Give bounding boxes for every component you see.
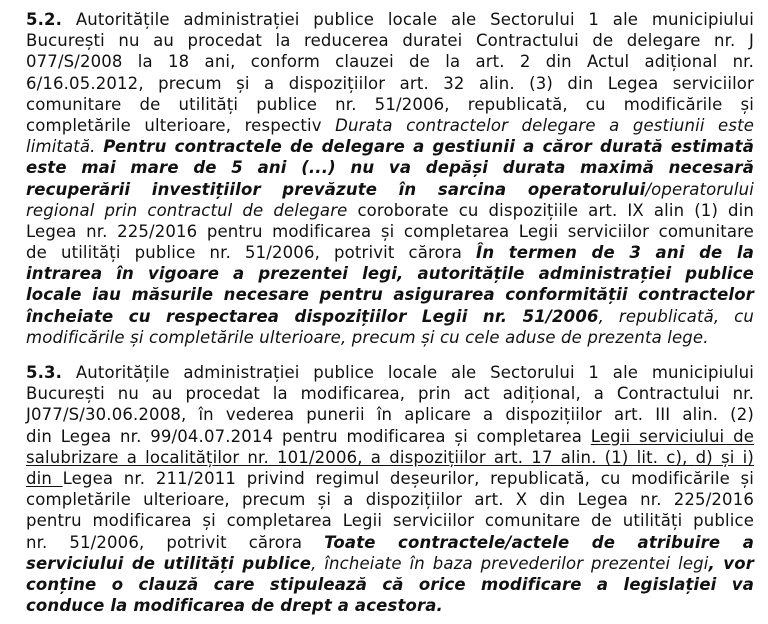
- text-run: În termen de 3 ani de la: [476, 243, 754, 263]
- text-line: [26, 157, 754, 178]
- text-run: , republicată, cu: [598, 306, 754, 326]
- text-run: 6/16.05.2012, precum și a dispozițiilor art. 32 alin. (3) din Legea serviciilor: [26, 73, 754, 93]
- text-run: 077/S/2008 la 18 ani, conform clauzei de la art. 2 din Actul adițional nr.: [26, 52, 754, 72]
- text-run: încheiate cu respectarea dispozițiilor Legii nr. 51/2006: [26, 306, 599, 326]
- text-line: [26, 284, 754, 305]
- text-run: serviciului de utilități publice: [26, 553, 312, 573]
- text-run: este mai mare de 5 ani (...) nu va depăși durata maximă necesară: [26, 158, 754, 178]
- text-line: [26, 595, 754, 616]
- text-run: J077/S/30.06.2008, în vederea punerii în aplicare a dispozițiilor art. III alin. (2): [26, 405, 754, 425]
- text-run: , vor: [708, 553, 754, 573]
- text-line: [26, 9, 754, 30]
- text-line: [26, 362, 754, 383]
- section-number: 5.2.: [26, 10, 63, 29]
- text-line: [26, 383, 754, 404]
- text-line: [26, 51, 754, 72]
- text-run: Legea nr. 211/2011 privind regimul deșeurilor, republicată, cu modificările și: [62, 468, 754, 488]
- text-run: locale iau măsurile necesare pentru asigurarea conformității contractelor: [26, 285, 754, 305]
- text-run: din: [26, 468, 63, 488]
- text-run: completările ulterioare, respectiv: [26, 115, 336, 135]
- text-run: modificările și completările ulterioare, precum și cu cele aduse de prezenta lege.: [26, 327, 709, 347]
- text-line: [26, 404, 754, 425]
- section-number: 5.3.: [26, 363, 63, 382]
- text-run: Pentru contractele de delegare a gestiunii a căror durată estimată: [103, 137, 754, 157]
- text-run: completările ulterioare, precum și a dispozițiilor art. X din Legea nr. 225/2016: [26, 490, 754, 510]
- text-run: regional prin contractul de delegare: [26, 200, 348, 220]
- text-run: , încheiate în baza prevederilor prezentei legi: [311, 553, 709, 573]
- text-line: [26, 574, 754, 595]
- paragraph-gap: [26, 348, 754, 362]
- text-line: [26, 489, 754, 510]
- text-run: conține o clauză care stipulează că orice modificare a legislației va: [26, 574, 754, 594]
- text-line: [26, 136, 754, 157]
- text-run: comunitare de utilități publice nr. 51/2006, republicată, cu modificările și: [26, 94, 754, 114]
- text-run: salubrizare a localităților nr. 101/2006, a dispozițiilor art. 17 alin. (1) lit. c), d) și i): [26, 447, 754, 467]
- text-line: [26, 94, 754, 115]
- text-line: [26, 327, 754, 348]
- text-run: limitată.: [26, 137, 104, 157]
- text-run: Legii serviciului de: [590, 426, 754, 446]
- text-line: [26, 553, 754, 574]
- paragraph-5-2: [26, 9, 754, 348]
- text-line: [26, 510, 754, 531]
- text-line: [26, 426, 754, 447]
- paragraph-5-3: [26, 362, 754, 616]
- text-run: de utilități publice nr. 51/2006, potrivit cărora: [26, 243, 477, 263]
- text-line: [26, 532, 754, 553]
- text-run: coroborate cu dispozițiile art. IX alin (1) din: [347, 200, 755, 220]
- text-run: București nu au procedat la modificarea, prin act adițional, a Contractului nr.: [26, 384, 754, 404]
- text-run: nr. 51/2006, potrivit cărora: [26, 532, 325, 552]
- text-line: [26, 179, 754, 200]
- text-run: conduce la modificarea de drept a acestora.: [26, 596, 443, 616]
- text-run: Durata contractelor delegare a gestiunii este: [335, 115, 754, 135]
- text-line: [26, 221, 754, 242]
- text-line: [26, 30, 754, 51]
- text-line: [26, 468, 754, 489]
- text-run: București nu au procedat la reducerea duratei Contractului de delegare nr. J: [26, 31, 754, 51]
- text-run: recuperării investițiilor prevăzute în sarcina operatorului: [26, 179, 646, 199]
- text-run: Autoritățile administrației publice locale ale Sectorului 1 ale municipiului: [62, 363, 754, 382]
- text-line: [26, 73, 754, 94]
- text-line: [26, 447, 754, 468]
- text-run: Toate contractele/actele de atribuire a: [324, 532, 754, 552]
- text-line: [26, 115, 754, 136]
- text-run: pentru modificarea și completarea Legii serviciilor comunitare de utilități publice: [26, 511, 754, 531]
- text-run: Legea nr. 225/2016 pentru modificarea și completarea Legii serviciilor comunitare: [26, 221, 754, 241]
- text-run: intrarea în vigoare a prezentei legi, autoritățile administrației publice: [26, 264, 754, 284]
- text-run: /operatorului: [645, 179, 754, 199]
- text-line: [26, 263, 754, 284]
- text-line: [26, 306, 754, 327]
- text-run: din Legea nr. 99/04.07.2014 pentru modificarea și completarea: [26, 426, 591, 446]
- text-run: Autoritățile administrației publice locale ale Sectorului 1 ale municipiului: [62, 10, 754, 29]
- text-line: [26, 200, 754, 221]
- text-line: [26, 242, 754, 263]
